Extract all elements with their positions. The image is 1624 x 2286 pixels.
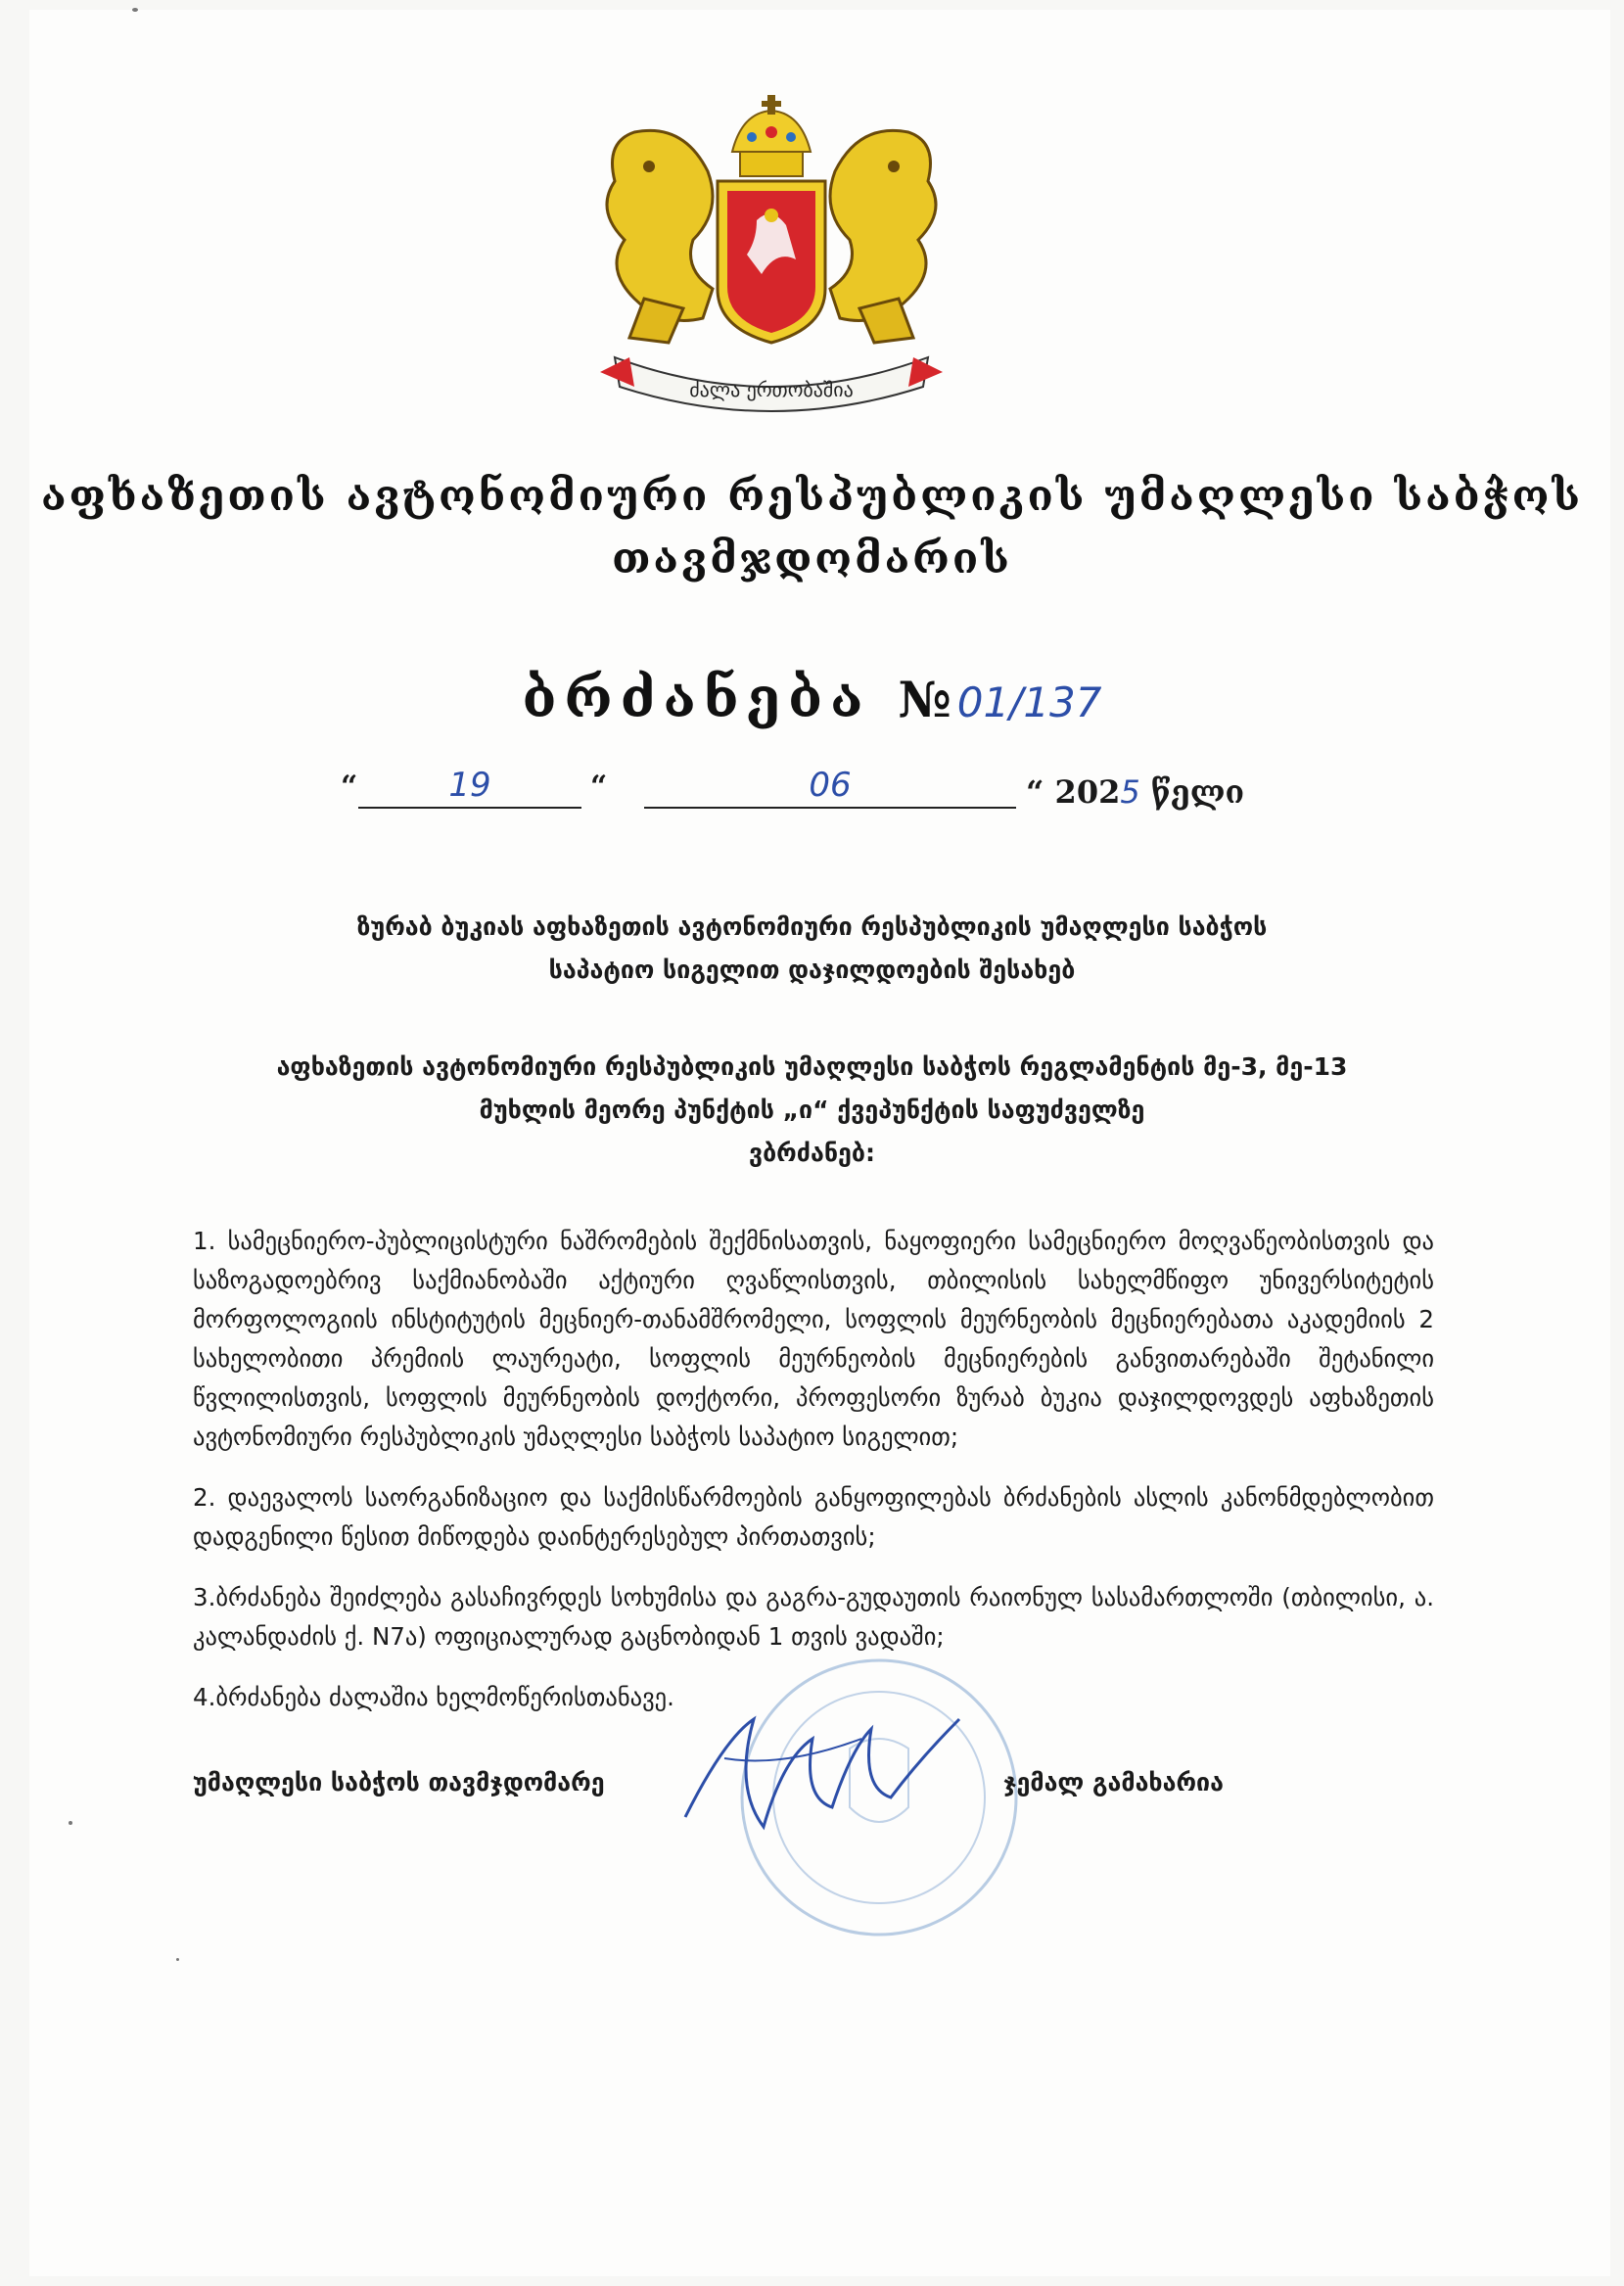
signatory-name: ჯემალ გამახარია [1003, 1768, 1224, 1796]
shield-icon [718, 181, 825, 343]
year-quote: “ [1026, 773, 1044, 811]
coat-of-arms-emblem [576, 93, 967, 436]
number-sign: № [898, 671, 951, 728]
scan-speck [69, 1821, 72, 1825]
basis-line1: აფხაზეთის ავტონომიური რესპუბლიკის უმაღლესი საბჭოს რეგლამენტის მე-3, მე-13 [276, 1052, 1348, 1081]
date-year [1026, 773, 1244, 811]
crown-icon [732, 95, 811, 176]
date-row [341, 766, 1320, 824]
subject-line1: ზურაბ ბუკიას აფხაზეთის ავტონომიური რესპუბლიკის უმაღლესი საბჭოს [356, 912, 1268, 941]
order-item-4: 4.ბრძანება ძალაშია ხელმოწერისთანავე. [193, 1683, 674, 1711]
day-underline [358, 807, 581, 809]
scan-speck [176, 1958, 179, 1961]
handwritten-signature [666, 1700, 979, 1846]
quote-open: “ [341, 770, 358, 804]
scan-speck [132, 8, 138, 12]
order-number: 01/137 [956, 678, 1102, 726]
signatory-title: უმაღლესი საბჭოს თავმჯდომარე [193, 1768, 605, 1796]
date-month: 06 [809, 766, 852, 805]
order-item-1: 1. სამეცნიერო-პუბლიცისტური ნაშრომების შექმნისათვის, ნაყოფიერი სამეცნიერო მოღვაწეობისთვის და საზოგადოებრივ საქმიანობაში აქტიური ღვაწლისთვის, თბილისის სახელმწიფო უნივერსიტეტის მორფოლოგიის ინსტიტუტის მეცნიერ-თანამშრომელი, სოფლის მეურნეობის მეცნიერებათა აკადემიის 2 სახელობითი პრემიის ლაურეატი, სოფლის მეურნეობის მეცნიერების განვითარებაში შეტანილი წვლილისთვის, სოფლის მეურნეობის დოქტორი, პროფესორი ზურაბ ბუკია დაჯილდოვდეს აფხაზეთის ავტონომიური რესპუბლიკის უმაღლესი საბჭოს საპატიო სიგელით; [193, 1227, 1434, 1451]
quote-close: “ [590, 770, 608, 804]
motto-text: ძალა ერთობაშია [689, 378, 854, 401]
legal-basis [0, 1046, 1624, 1175]
order-item-2: 2. დაევალოს საორგანიზაციო და საქმისწარმოების განყოფილებას ბრძანების ასლის კანონმდებლობით დადგენილი წესით მიწოდება დაინტერესებულ პირთათვის; [193, 1483, 1434, 1551]
year-prefix: 202 [1054, 773, 1121, 811]
order-subject [0, 906, 1624, 992]
issuer-heading-line1: აფხაზეთის ავტონომიური რესპუბლიკის უმაღლესი საბჭოს [40, 472, 1584, 521]
order-word: ბრძანება [522, 666, 871, 730]
right-lion-icon [830, 130, 936, 343]
subject-line2: საპატიო სიგელით დაჯილდოების შესახებ [548, 956, 1076, 984]
basis-line3: ვბრძანებ: [749, 1139, 875, 1167]
date-day: 19 [448, 766, 491, 805]
motto-ribbon [600, 357, 943, 411]
month-underline [644, 807, 1016, 809]
issuer-heading [0, 465, 1624, 590]
order-title [0, 666, 1624, 730]
left-lion-icon [607, 130, 713, 343]
issuer-heading-line2: თავმჯდომარის [612, 535, 1012, 583]
basis-line2: მუხლის მეორე პუნქტის „ი“ ქვეპუნქტის საფუძველზე [479, 1096, 1145, 1124]
year-suffix: 5 [1120, 773, 1140, 811]
order-item-3: 3.ბრძანება შეიძლება გასაჩივრდეს სოხუმისა და გაგრა-გუდაუთის რაიონულ სასამართლოში (თბილისი, ა. კალანდაძის ქ. N7ა) ოფიციალურად გაცნობიდან 1 თვის ვადაში; [193, 1583, 1434, 1651]
year-word: წელი [1150, 773, 1245, 811]
